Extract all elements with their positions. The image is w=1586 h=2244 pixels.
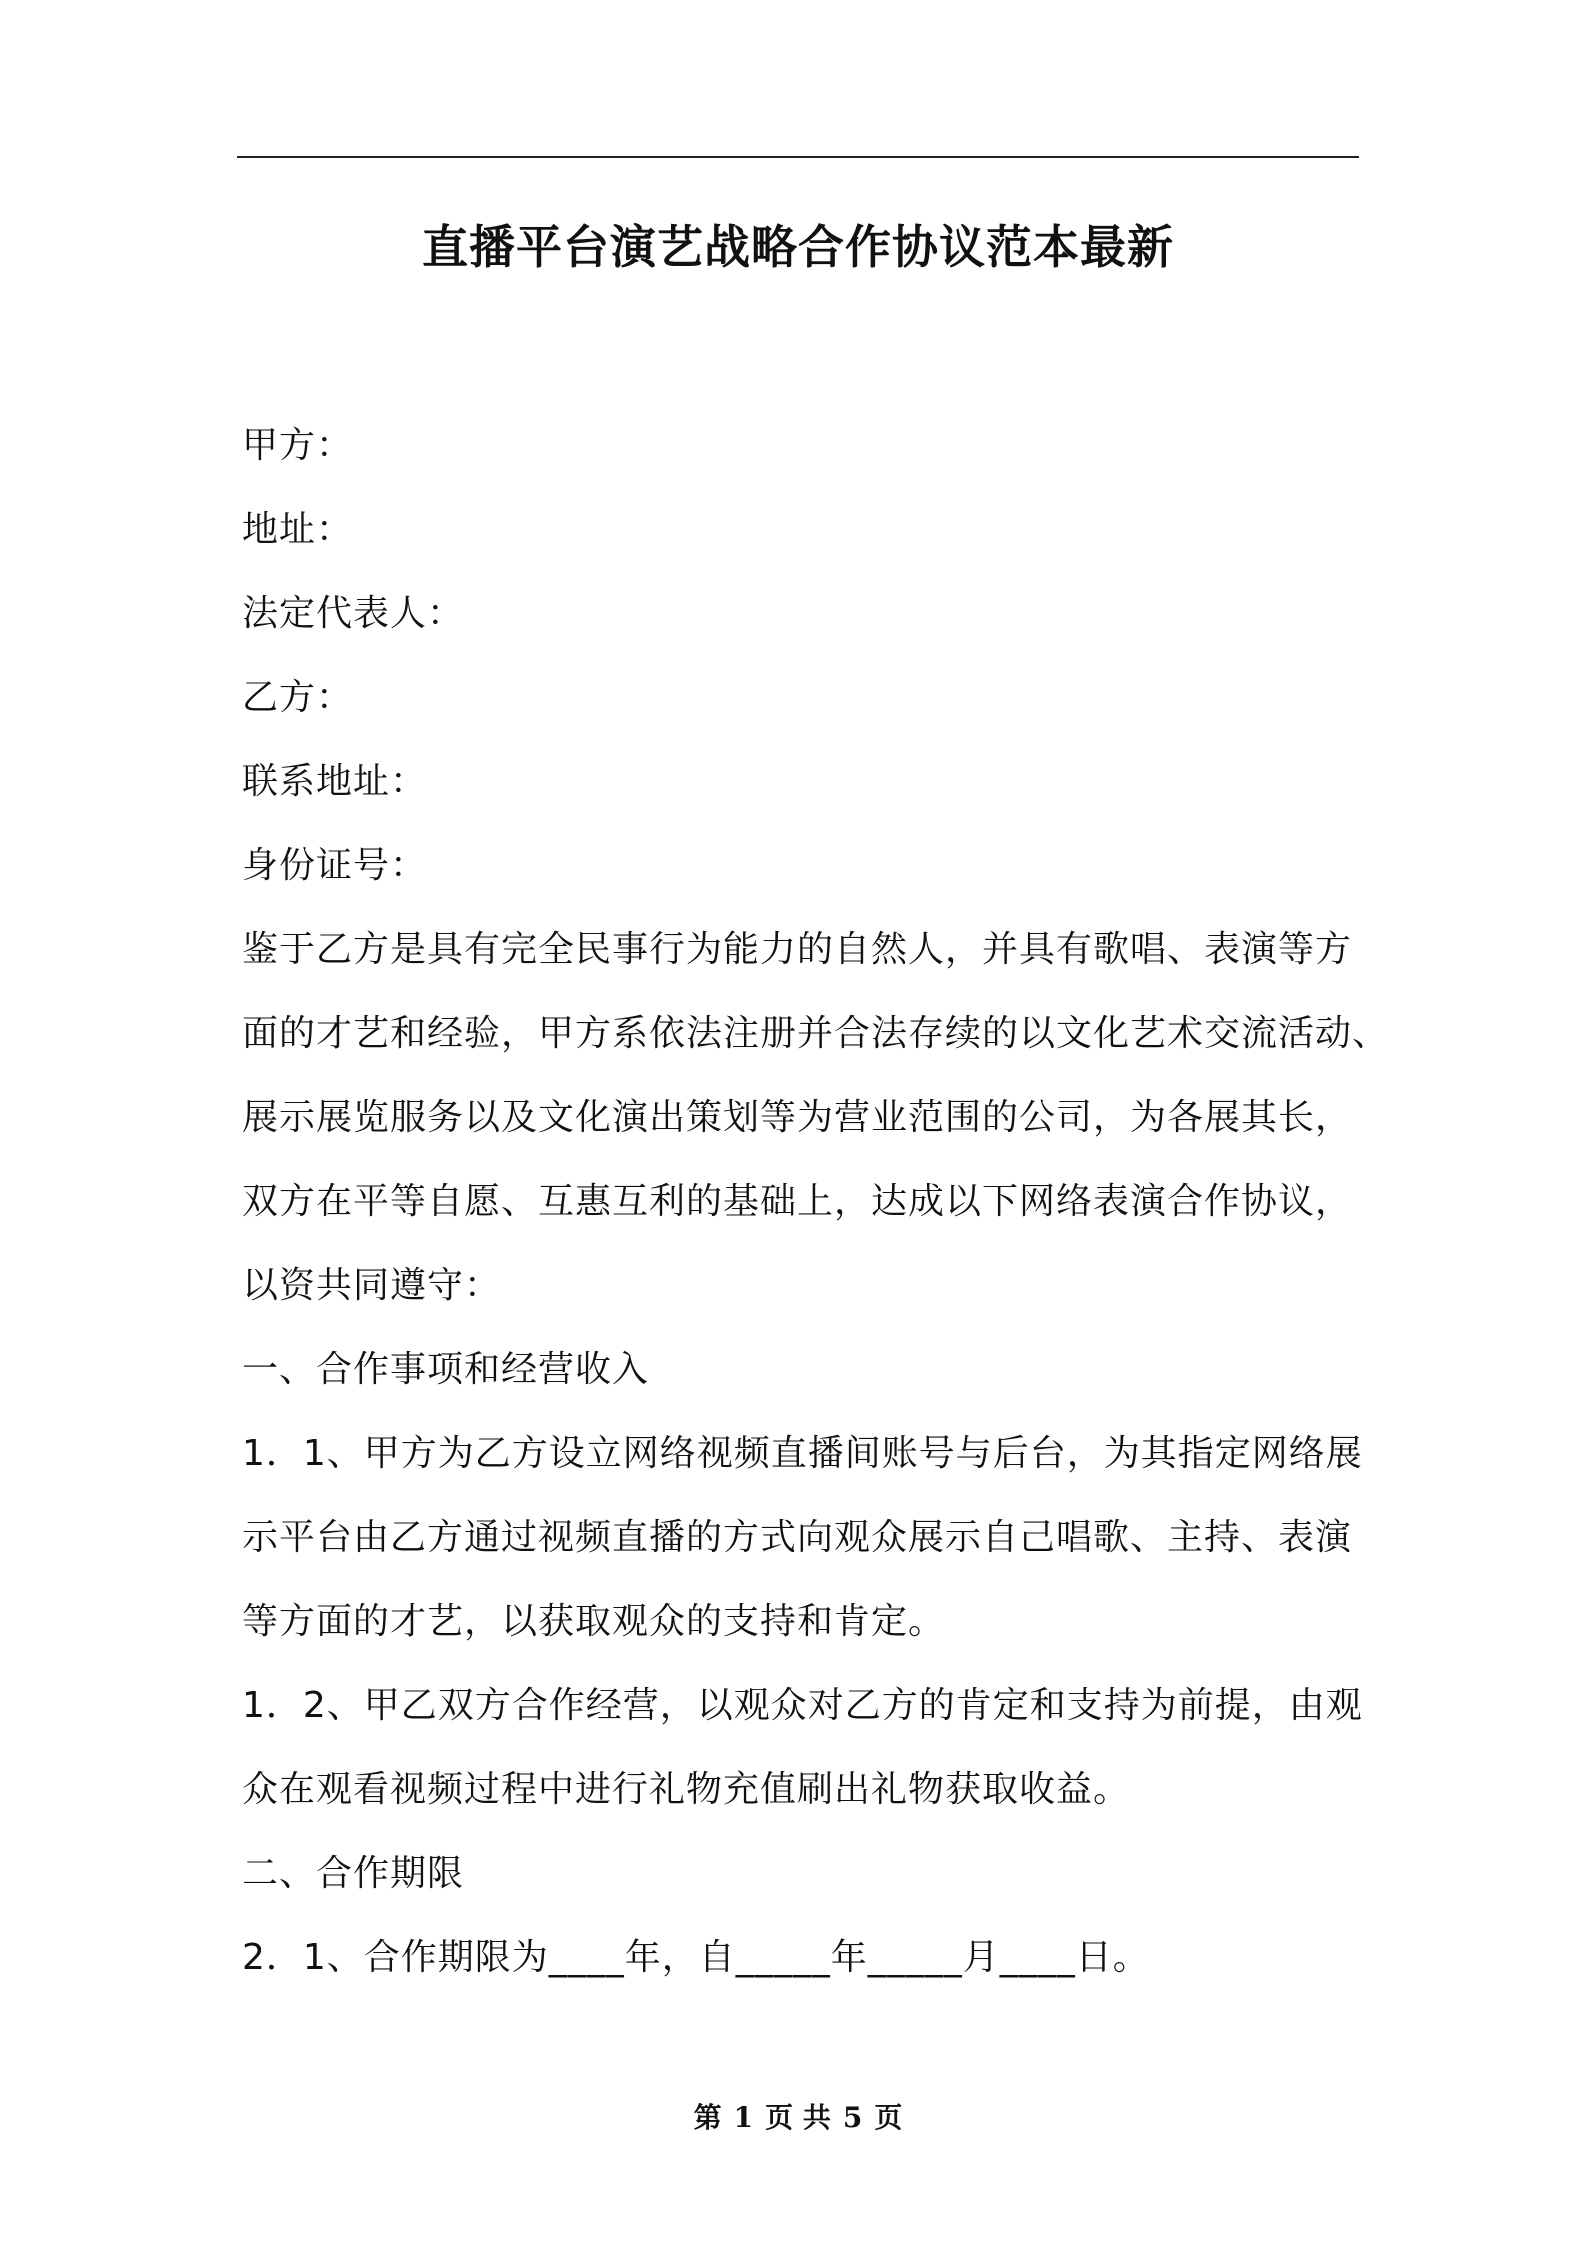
field-legal-representative: 法定代表人： (242, 593, 465, 634)
field-party-a: 甲方： (242, 425, 354, 466)
header-rule (237, 156, 1359, 158)
field-address: 地址： (242, 509, 354, 550)
preamble-line: 鉴于乙方是具有完全民事行为能力的自然人，并具有歌唱、表演等方 (242, 929, 1353, 970)
footer-middle: 页 共 (765, 2101, 831, 2134)
preamble-line: 以资共同遵守： (242, 1265, 502, 1306)
field-party-b: 乙方： (242, 677, 354, 718)
document-title: 直播平台演艺战略合作协议范本最新 (422, 220, 1174, 274)
current-page-number: 1 (733, 2101, 754, 2134)
preamble-line: 双方在平等自愿、互惠互利的基础上，达成以下网络表演合作协议， (242, 1181, 1353, 1222)
clause-1-2-line: 1．2、甲乙双方合作经营，以观众对乙方的肯定和支持为前提，由观 (242, 1685, 1363, 1726)
preamble-line: 展示展览服务以及文化演出策划等为营业范围的公司，为各展其长， (242, 1097, 1353, 1138)
total-pages-number: 5 (842, 2101, 863, 2134)
clause-1-1-line: 示平台由乙方通过视频直播的方式向观众展示自己唱歌、主持、表演 (242, 1517, 1353, 1558)
preamble-line: 面的才艺和经验，甲方系依法注册并合法存续的以文化艺术交流活动、 (242, 1013, 1390, 1054)
footer-suffix: 页 (874, 2101, 903, 2134)
clause-2-1-line: 2．1、合作期限为____年，自_____年_____月____日。 (242, 1937, 1150, 1978)
clause-1-2-line: 众在观看视频过程中进行礼物充值刷出礼物获取收益。 (242, 1769, 1131, 1810)
section-heading-2: 二、合作期限 (242, 1853, 465, 1894)
clause-1-1-line: 等方面的才艺，以获取观众的支持和肯定。 (242, 1601, 946, 1642)
section-heading-1: 一、合作事项和经营收入 (242, 1349, 650, 1390)
document-body (242, 404, 1390, 2000)
page-footer (237, 2098, 1359, 2138)
footer-prefix: 第 (693, 2101, 722, 2134)
field-contact-address: 联系地址： (242, 761, 428, 802)
field-id-number: 身份证号： (242, 845, 428, 886)
clause-1-1-line: 1．1、甲方为乙方设立网络视频直播间账号与后台，为其指定网络展 (242, 1433, 1363, 1474)
